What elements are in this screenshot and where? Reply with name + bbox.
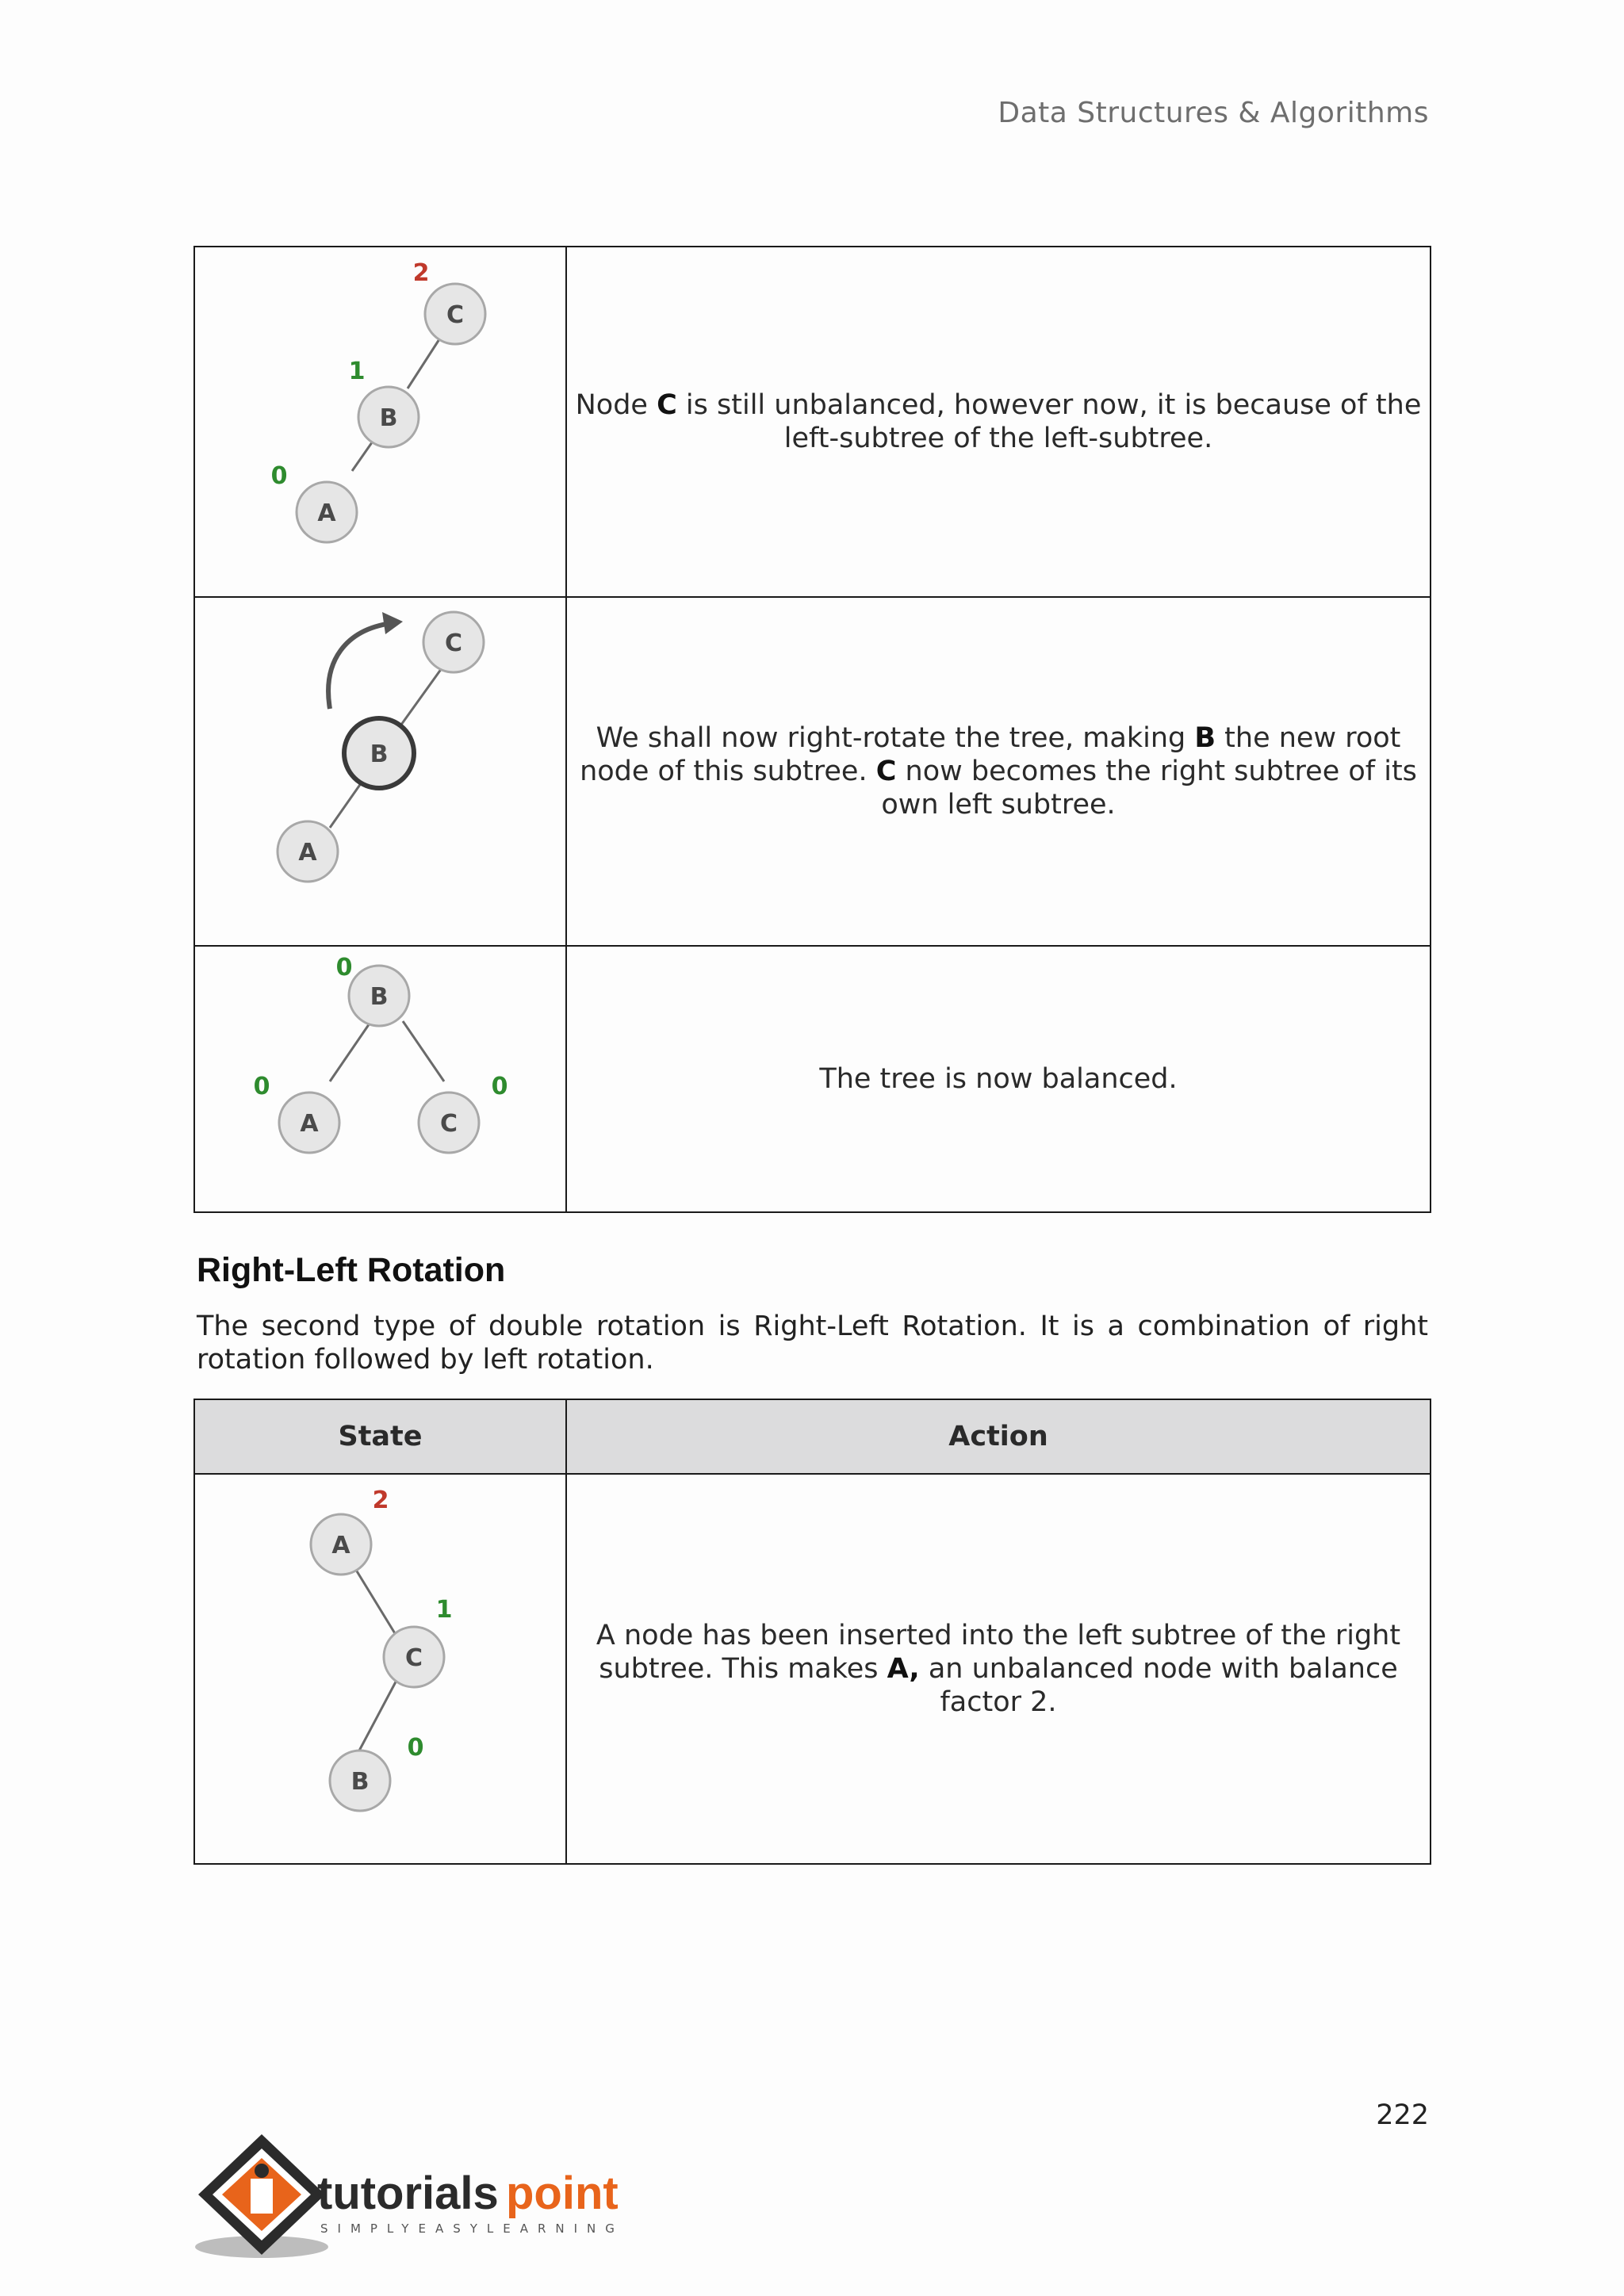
balance-factor-a: 2 — [372, 1487, 389, 1514]
action-cell — [566, 247, 1431, 597]
action-text: We shall now right-rotate the tree, making B the new root node of this subtree. C now becomes the right subtree of its own left subtree. — [580, 722, 1417, 821]
tree-node-a — [278, 821, 338, 882]
action-text: The tree is now balanced. — [819, 1063, 1178, 1095]
svg-text:B: B — [370, 740, 389, 768]
tree-node-a — [297, 482, 357, 542]
section-paragraph: The second type of double rotation is Right-Left Rotation. It is a combination of right rotation followed by left rotation. — [197, 1311, 1428, 1376]
action-text: Node C is still unbalanced, however now, it is because of the left-subtree of the left-subtree. — [575, 389, 1422, 454]
action-cell — [566, 946, 1431, 1212]
rotation-arrow-icon — [382, 612, 403, 634]
column-header-action: Action — [566, 1399, 1431, 1474]
balance-factor-a: 0 — [253, 1073, 270, 1100]
table-row — [194, 247, 1431, 597]
state-cell — [194, 597, 566, 946]
tree-node-c — [423, 612, 484, 672]
state-cell — [194, 247, 566, 597]
svg-text:C: C — [446, 301, 465, 329]
tree-diagram-balanced — [195, 947, 562, 1211]
svg-text:A: A — [300, 1110, 319, 1138]
tree-edge — [358, 1674, 400, 1752]
tree-node-c — [384, 1627, 444, 1687]
tree-node-a — [311, 1514, 371, 1575]
state-cell — [194, 1474, 566, 1864]
right-left-rotation-table — [193, 1399, 1431, 1865]
tree-diagram-right-left — [195, 1475, 562, 1863]
balance-factor-c: 0 — [491, 1073, 508, 1100]
page-number: 222 — [1376, 2099, 1429, 2131]
logo-tagline: SIMPLYEASYLEARNING — [320, 2221, 624, 2236]
svg-text:B: B — [350, 1768, 370, 1796]
tree-node-a — [279, 1093, 339, 1153]
rotation-arrow — [328, 623, 392, 709]
section-title: Right-Left Rotation — [197, 1251, 506, 1289]
svg-text:A: A — [331, 1532, 350, 1559]
svg-text:B: B — [370, 983, 389, 1011]
action-text: A node has been inserted into the left subtree of the right subtree. This makes A, an unbalanced node with balance factor 2. — [596, 1620, 1401, 1718]
balance-factor-b: 0 — [335, 954, 353, 982]
tree-node-b — [349, 966, 409, 1026]
svg-text:A: A — [317, 499, 336, 527]
running-header: Data Structures & Algorithms — [998, 97, 1429, 129]
svg-text:C: C — [444, 629, 463, 657]
svg-text:C: C — [439, 1110, 458, 1138]
table-header-row — [194, 1399, 1431, 1474]
column-header-state: State — [194, 1399, 566, 1474]
state-cell — [194, 946, 566, 1212]
svg-text:B: B — [379, 404, 398, 432]
tree-node-b-pivot — [344, 718, 414, 788]
table-row — [194, 597, 1431, 946]
balance-factor-b: 1 — [348, 358, 366, 385]
tree-node-b — [358, 387, 419, 447]
action-cell — [566, 597, 1431, 946]
logo-text-accent: point — [506, 2168, 619, 2219]
svg-text:C: C — [404, 1644, 423, 1672]
tree-diagram-rotating — [195, 598, 562, 945]
tree-edge — [352, 1563, 400, 1641]
tree-node-b — [330, 1751, 390, 1811]
table-row — [194, 946, 1431, 1212]
action-cell — [566, 1474, 1431, 1864]
tutorialspoint-logo — [190, 2131, 634, 2266]
tree-edge — [403, 1021, 444, 1081]
logo-text-main: tutorials — [317, 2168, 499, 2219]
balance-factor-c: 1 — [435, 1596, 453, 1624]
tree-node-c — [425, 284, 485, 344]
table-row — [194, 1474, 1431, 1864]
rotation-steps-table — [193, 246, 1431, 1213]
svg-text:A: A — [298, 839, 317, 867]
balance-factor-b: 0 — [407, 1734, 424, 1762]
tree-node-c — [419, 1093, 479, 1153]
tree-diagram-unbalanced — [195, 247, 562, 596]
balance-factor-c: 2 — [412, 259, 430, 287]
balance-factor-a: 0 — [270, 462, 288, 490]
tree-edge — [330, 1021, 371, 1081]
